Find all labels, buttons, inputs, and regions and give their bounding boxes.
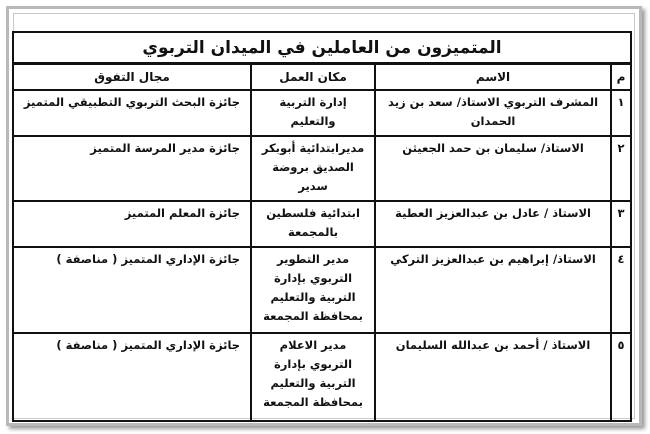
row-workplace: ابتدائية فلسطين بالمجمعة [251, 201, 375, 247]
row-name: الاستاذ / عادل بن عبدالعزيز العطية [375, 201, 611, 247]
row-name: الاستاذ/ سليمان بن حمد الجعيثن [375, 136, 611, 202]
table-row [13, 136, 631, 202]
row-excellence-field: جائزة الإداري المتميز ( مناصفة ) [13, 333, 251, 421]
table-row [13, 90, 631, 136]
table-title: المتميزون من العاملين في الميدان التربوي [13, 32, 631, 64]
table-row [13, 333, 631, 421]
row-excellence-field: جائزة مدير المرسة المتميز [13, 136, 251, 202]
row-number: ٤ [611, 247, 631, 333]
row-name: المشرف التربوي الاستاذ/ سعد بن زيد الحمدان [375, 90, 611, 136]
table-row [13, 247, 631, 333]
row-number: ١ [611, 90, 631, 136]
row-workplace: مديرابتدائية أبوبكر الصديق بروضة سدير [251, 136, 375, 202]
header-workplace: مكان العمل [251, 64, 375, 90]
row-workplace: مدير التطوير التربوي بإدارة التربية والتعليم بمحافظة المجمعة [251, 247, 375, 333]
row-excellence-field: جائزة المعلم المتميز [13, 201, 251, 247]
row-number: ٢ [611, 136, 631, 202]
row-name: الاستاذ/ إبراهيم بن عبدالعزيز التركي [375, 247, 611, 333]
header-row [13, 64, 631, 90]
row-name: الاستاذ / أحمد بن عبدالله السليمان [375, 333, 611, 421]
row-workplace: مدير الاعلام التربوي بإدارة التربية والتعليم بمحافظة المجمعة [251, 333, 375, 421]
row-number: ٥ [611, 333, 631, 421]
table-row [13, 201, 631, 247]
header-number: م [611, 64, 631, 90]
row-excellence-field: جائزة الإداري المتميز ( مناصفة ) [13, 247, 251, 333]
row-excellence-field: جائزة البحث التربوي التطبيقي المتميز [13, 90, 251, 136]
row-workplace: إدارة التربية والتعليم [251, 90, 375, 136]
header-excellence-field: مجال التفوق [13, 64, 251, 90]
honorees-table [12, 31, 632, 422]
header-name: الاسم [375, 64, 611, 90]
row-number: ٣ [611, 201, 631, 247]
